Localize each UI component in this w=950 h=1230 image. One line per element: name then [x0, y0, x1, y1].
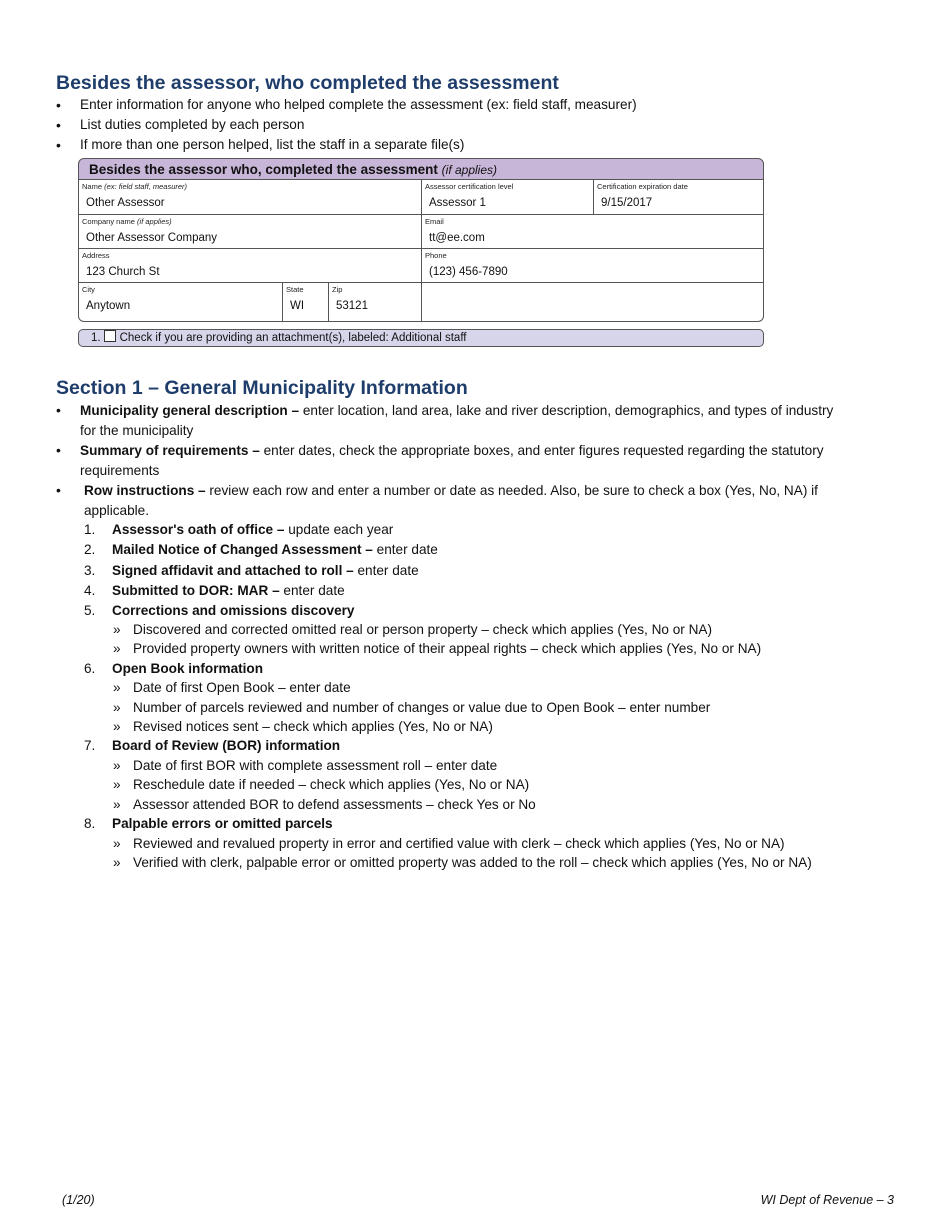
zip-label: Zip	[332, 285, 343, 294]
list-item: 5. Corrections and omissions discovery » Discovered and corrected omitted real or person property – check which applies (Yes, No or NA) » Provided property owners with written notice of their appeal rights – check which applies (Yes, No or NA)	[84, 601, 904, 659]
sub-item: » Revised notices sent – check which applies (Yes, No or NA)	[112, 717, 904, 736]
name-value: Other Assessor	[86, 197, 165, 209]
sub-list	[112, 678, 904, 736]
section1-heading: Section 1 – General Municipality Information	[56, 377, 468, 399]
sub-item: » Date of first Open Book – enter date	[112, 678, 904, 697]
list-item	[56, 441, 846, 480]
attachment-checkbox[interactable]	[104, 330, 116, 342]
cert-exp-field[interactable]	[594, 180, 763, 215]
sub-item: » Assessor attended BOR to defend assessments – check Yes or No	[112, 795, 904, 814]
email-field[interactable]	[422, 215, 763, 249]
attachment-number: 1.	[91, 332, 101, 344]
zip-field[interactable]	[329, 283, 422, 321]
email-label: Email	[425, 217, 444, 226]
list-item: • Enter information for anyone who helped complete the assessment (ex: field staff, measurer)	[56, 95, 896, 115]
sub-item: » Provided property owners with written notice of their appeal rights – check which applies (Yes, No or NA)	[112, 639, 904, 658]
phone-field[interactable]	[422, 249, 763, 283]
address-field[interactable]	[79, 249, 422, 283]
sub-list	[112, 756, 904, 814]
list-item: 8. Palpable errors or omitted parcels » Reviewed and revalued property in error and certified value with clerk – check which applies (Yes, No or NA) » Verified with clerk, palpable error or omitted property was added to the roll – check which applies (Yes, No or NA)	[84, 814, 904, 872]
list-item	[56, 481, 874, 520]
name-label: Name	[82, 182, 103, 191]
name-label-note: (ex: field staff, measurer)	[104, 182, 188, 191]
row-instructions-list	[84, 520, 904, 872]
sub-item: » Date of first BOR with complete assessment roll – enter date	[112, 756, 904, 775]
sub-item: » Number of parcels reviewed and number of changes or value due to Open Book – enter number	[112, 698, 904, 717]
list-item: 7. Board of Review (BOR) information » Date of first BOR with complete assessment roll – enter date » Reschedule date if needed – check which applies (Yes, No or NA) » Assessor attended BOR to defend assessments – check Yes or No	[84, 736, 904, 814]
cert-exp-label: Certification expiration date	[597, 182, 688, 191]
footer-right: WI Dept of Revenue – 3	[760, 1193, 894, 1207]
company-field[interactable]	[79, 215, 422, 249]
staff-bullet-list	[56, 95, 896, 155]
bullet-bold: Municipality general description –	[80, 403, 300, 418]
list-item: 3. Signed affidavit and attached to roll – enter date	[84, 562, 419, 578]
bullet-text: enter dates, check the appropriate boxes, and enter figures requested regarding the statutory requirements	[80, 443, 824, 478]
sub-item: » Reschedule date if needed – check which applies (Yes, No or NA)	[112, 775, 904, 794]
attachment-label: Check if you are providing an attachment(s), labeled: Additional staff	[119, 332, 467, 344]
cert-level-field[interactable]	[422, 180, 594, 215]
bullet-text: enter location, land area, lake and river description, demographics, and types of industry for the municipality	[80, 403, 834, 438]
cert-exp-value: 9/15/2017	[601, 197, 653, 209]
list-item: 1. Assessor's oath of office – update each year	[84, 522, 394, 537]
list-item: 2. Mailed Notice of Changed Assessment – enter date	[84, 542, 438, 558]
form-title: Besides the assessor who, completed the assessment	[89, 162, 438, 177]
city-value: Anytown	[86, 300, 131, 312]
list-item: 6. Open Book information » Date of first Open Book – enter date » Number of parcels reviewed and number of changes or value due to Open Book – enter number » Revised notices sent – check which applies (Yes, No or NA)	[84, 659, 904, 737]
name-field[interactable]	[79, 180, 422, 215]
bullet-bold: Summary of requirements –	[80, 443, 260, 458]
sub-list	[112, 620, 904, 659]
cert-level-label: Assessor certification level	[425, 182, 514, 191]
additional-staff-form	[78, 158, 764, 348]
company-label-note: (if applies)	[137, 217, 172, 226]
form-title-bar	[78, 158, 764, 180]
city-label: City	[82, 285, 95, 294]
sub-list	[112, 834, 904, 873]
attachment-row	[78, 329, 764, 347]
bullet-text: review each row and enter a number or date as needed. Also, be sure to check a box (Yes, No, NA) if applicable.	[84, 483, 818, 518]
sub-item: » Verified with clerk, palpable error or omitted property was added to the roll – check which applies (Yes, No or NA)	[112, 853, 904, 872]
city-field[interactable]	[79, 283, 283, 321]
list-item	[56, 401, 846, 440]
bullet-bold: Row instructions –	[84, 483, 206, 498]
state-value: WI	[290, 300, 305, 312]
phone-label: Phone	[425, 251, 447, 260]
sub-item: » Reviewed and revalued property in error and certified value with clerk – check which applies (Yes, No or NA)	[112, 834, 904, 853]
sub-item: » Discovered and corrected omitted real or person property – check which applies (Yes, No or NA)	[112, 620, 904, 639]
list-item: • List duties completed by each person	[56, 115, 896, 135]
cert-level-value: Assessor 1	[429, 197, 486, 209]
company-value: Other Assessor Company	[86, 232, 218, 244]
state-field[interactable]	[283, 283, 329, 321]
list-item: 4. Submitted to DOR: MAR – enter date	[84, 583, 345, 599]
section1-bullet-list	[56, 401, 846, 520]
address-value: 123 Church St	[86, 266, 160, 278]
staff-heading: Besides the assessor, who completed the assessment	[56, 72, 559, 94]
company-label: Company name	[82, 217, 135, 226]
phone-value: (123) 456-7890	[429, 266, 508, 278]
list-item: • If more than one person helped, list the staff in a separate file(s)	[56, 135, 896, 155]
state-label: State	[286, 285, 304, 294]
email-value: tt@ee.com	[429, 232, 485, 244]
form-title-note: (if applies)	[441, 163, 498, 177]
form-grid	[78, 180, 764, 322]
zip-value: 53121	[336, 300, 368, 312]
address-label: Address	[82, 251, 110, 260]
footer-left: (1/20)	[62, 1193, 95, 1207]
